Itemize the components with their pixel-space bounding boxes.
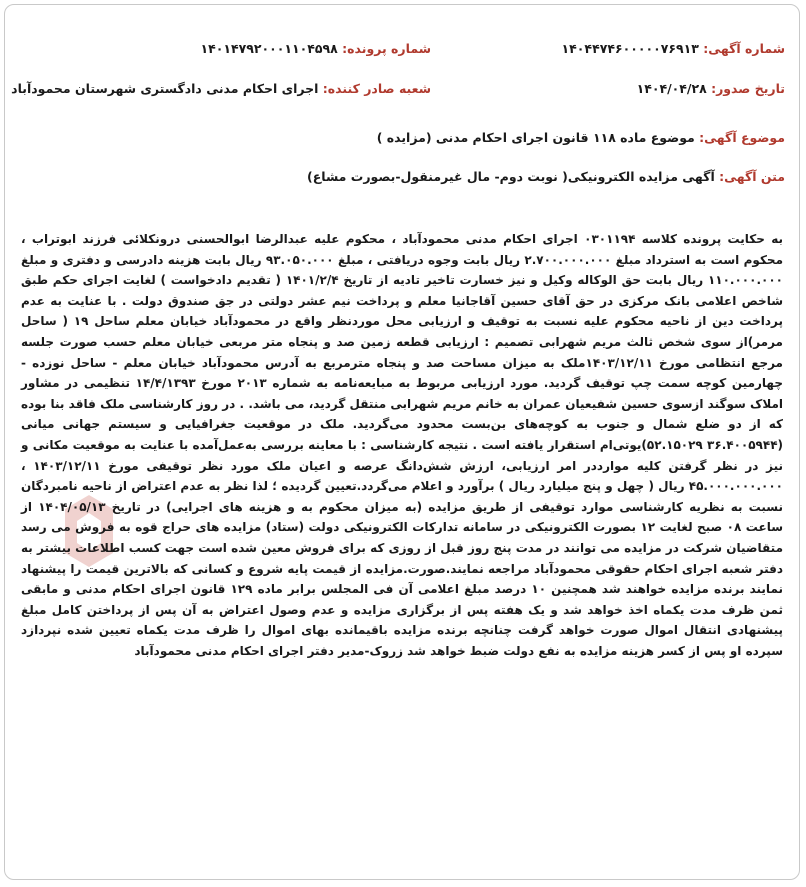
notice-text-value: آگهی مزایده الکترونیکی( نوبت دوم- مال غیرمنقول-بصورت مشاع) bbox=[307, 169, 715, 184]
issue-date-field bbox=[637, 81, 785, 96]
notice-number-value: ۱۴۰۴۴۷۴۶۰۰۰۰۰۷۶۹۱۳ bbox=[561, 41, 699, 56]
file-number-label: شماره پرونده: bbox=[342, 41, 431, 56]
notice-card bbox=[4, 4, 800, 880]
file-number-value: ۱۴۰۱۴۷۹۲۰۰۰۱۱۰۴۵۹۸ bbox=[200, 41, 338, 56]
issuing-branch-label: شعبه صادر کننده: bbox=[322, 81, 431, 96]
notice-body: به حکایت پرونده کلاسه ۰۳۰۱۱۹۴ اجرای احکام مدنی محمودآباد ، محکوم علیه عبدالرضا ابوالحسنی درونکلائی فرزند ابوتراب ، محکوم است به استرداد مبلغ ۲.۷۰۰.۰۰۰.۰۰۰ ریال بابت وجوه دریافتی ، مبلغ ۹۳.۰۵۰.۰۰۰ ریال بابت هزینه دادرسی و دفتری و مبلغ ۱۱۰.۰۰۰.۰۰۰ ریال بابت حق الوکاله وکیل و نیز خسارت تاخیر تادیه از تاریخ ۱۴۰۱/۲/۴ ( تقدیم دادخواست ) لغایت اجرای حکم طبق شاخص اعلامی بانک مرکزی در حق آقای حسین آقاجانیا معلم و پرداخت نیم عشر دولتی در جق صندوق دولت . با عنایت به عدم پرداخت دین از ناحیه محکوم علیه نسبت به توقیف و ارزیابی محل موردنظر واقع در محمودآباد خیابان معلم ساحل ۱۹ ( ساحل مرمر)از سوی شخص ثالث مریم شهرابی تصمیم : ارزیابی قطعه زمین صد و پنجاه متر مربعی خیابان معلم حسب صورت جلسه مرجع انتظامی مورخ ۱۴۰۳/۱۲/۱۱ملک به میزان مساحت صد و پنجاه مترمربع به آدرس محمودآباد خیابان معلم - ساحل نوزده - چهارمین کوچه سمت چپ توقیف گردید. مورد ارزیابی مربوط به مبایعه‌نامه به شماره ۲۰۱۳ مورخ ۱۴/۴/۱۳۹۳ تنظیمی در مشاور املاک سوگند ازسوی حسین شفیعیان عمران به خانم مریم شهرابی منتقل گردید، می باشد. . در روز کارشناسی ملک فاقد بنا بوده که از دو ضلع شمال و جنوب به کوچه‌های بن‌بست محدود می‌گردید. ملک در موقعیت جغرافیایی و سیستم جهانی میانی (۳۶.۴۰۰۵۹۴۴ ۵۲.۱۵۰۲۹)یوتی‌ام استقرار یافته است . نتیجه کارشناسی : با معاینه بررسی به‌عمل‌آمده با عنایت به موقعیت مکانی و نیز در نظر گرفتن کلیه موارددر امر ارزیابی، ارزش شش‌دانگ عرصه و اعیان ملک مورد نظر توقیفی مورخ ۱۴۰۳/۱۲/۱۱ ، ۴۵.۰۰۰.۰۰۰.۰۰۰ ریال ( چهل و پنج میلیارد ریال ) برآورد و اعلام می‌گردد.تعیین گردیده ؛ لذا نظر به عدم اعتراض از ناحیه نامبردگان نسبت به نظریه کارشناسی موارد توقیفی از طریق مزایده (به میزان محکوم به و هزینه های اجرایی) در تاریخ ۱۴۰۴/۰۵/۱۳ از ساعت ۰۸ صبح لغایت ۱۲ بصورت الکترونیکی در سامانه تدارکات الکترونیکی دولت (ستاد) مزایده های حراج قوه به فروش می رسد متقاضیان شرکت در مزایده می توانند در مدت پنج روز قبل از روزی که برای فروش معین شده است جهت کسب اطلاعات بیشتر به دفتر شعبه اجرای احکام حقوقی محمودآباد مراجعه نمایند.صورت.مزایده از قیمت پایه شروع و کسانی که بالاترین قیمت را پیشنهاد نمایند برنده مزایده خواهند شد همچنین ۱۰ درصد مبلغ اعلامی آن فی المجلس برابر ماده ۱۲۹ قانون اجرای احکام مدنی و مابقی ثمن ظرف مدت یکماه اخذ خواهد شد و یک هفته پس از برگزاری مزایده و عدم وصول اعتراض به آن پس از پرداختن کامل مبلغ پیشنهادی انتقال اموال صورت خواهد گرفت چنانچه برنده مزایده باقیمانده بهای اموال را ظرف مدت یکماه تعیین شده نپردازد سپرده او پس از کسر هزینه مزایده به نفع دولت ضبط خواهد شد زروک-مدیر دفتر اجرای احکام مدنی محمودآباد bbox=[21, 232, 784, 658]
issue-date-label: تاریخ صدور: bbox=[711, 81, 785, 96]
notice-text-label: متن آگهی: bbox=[719, 169, 785, 184]
issuing-branch-field bbox=[11, 81, 431, 96]
notice-number-field bbox=[562, 41, 785, 56]
notice-number-label: شماره آگهی: bbox=[703, 41, 785, 56]
issuing-branch-value: اجرای احکام مدنی دادگستری شهرستان محمودآباد bbox=[11, 81, 319, 96]
file-number-field bbox=[200, 41, 431, 56]
subject-field bbox=[377, 130, 785, 145]
notice-text-field bbox=[307, 169, 785, 184]
subject-label: موضوع آگهی: bbox=[699, 130, 785, 145]
subject-value: موضوع ماده ۱۱۸ قانون اجرای احکام مدنی (مزایده ) bbox=[376, 130, 695, 145]
issue-date-value: ۱۴۰۴/۰۴/۲۸ bbox=[636, 81, 707, 96]
